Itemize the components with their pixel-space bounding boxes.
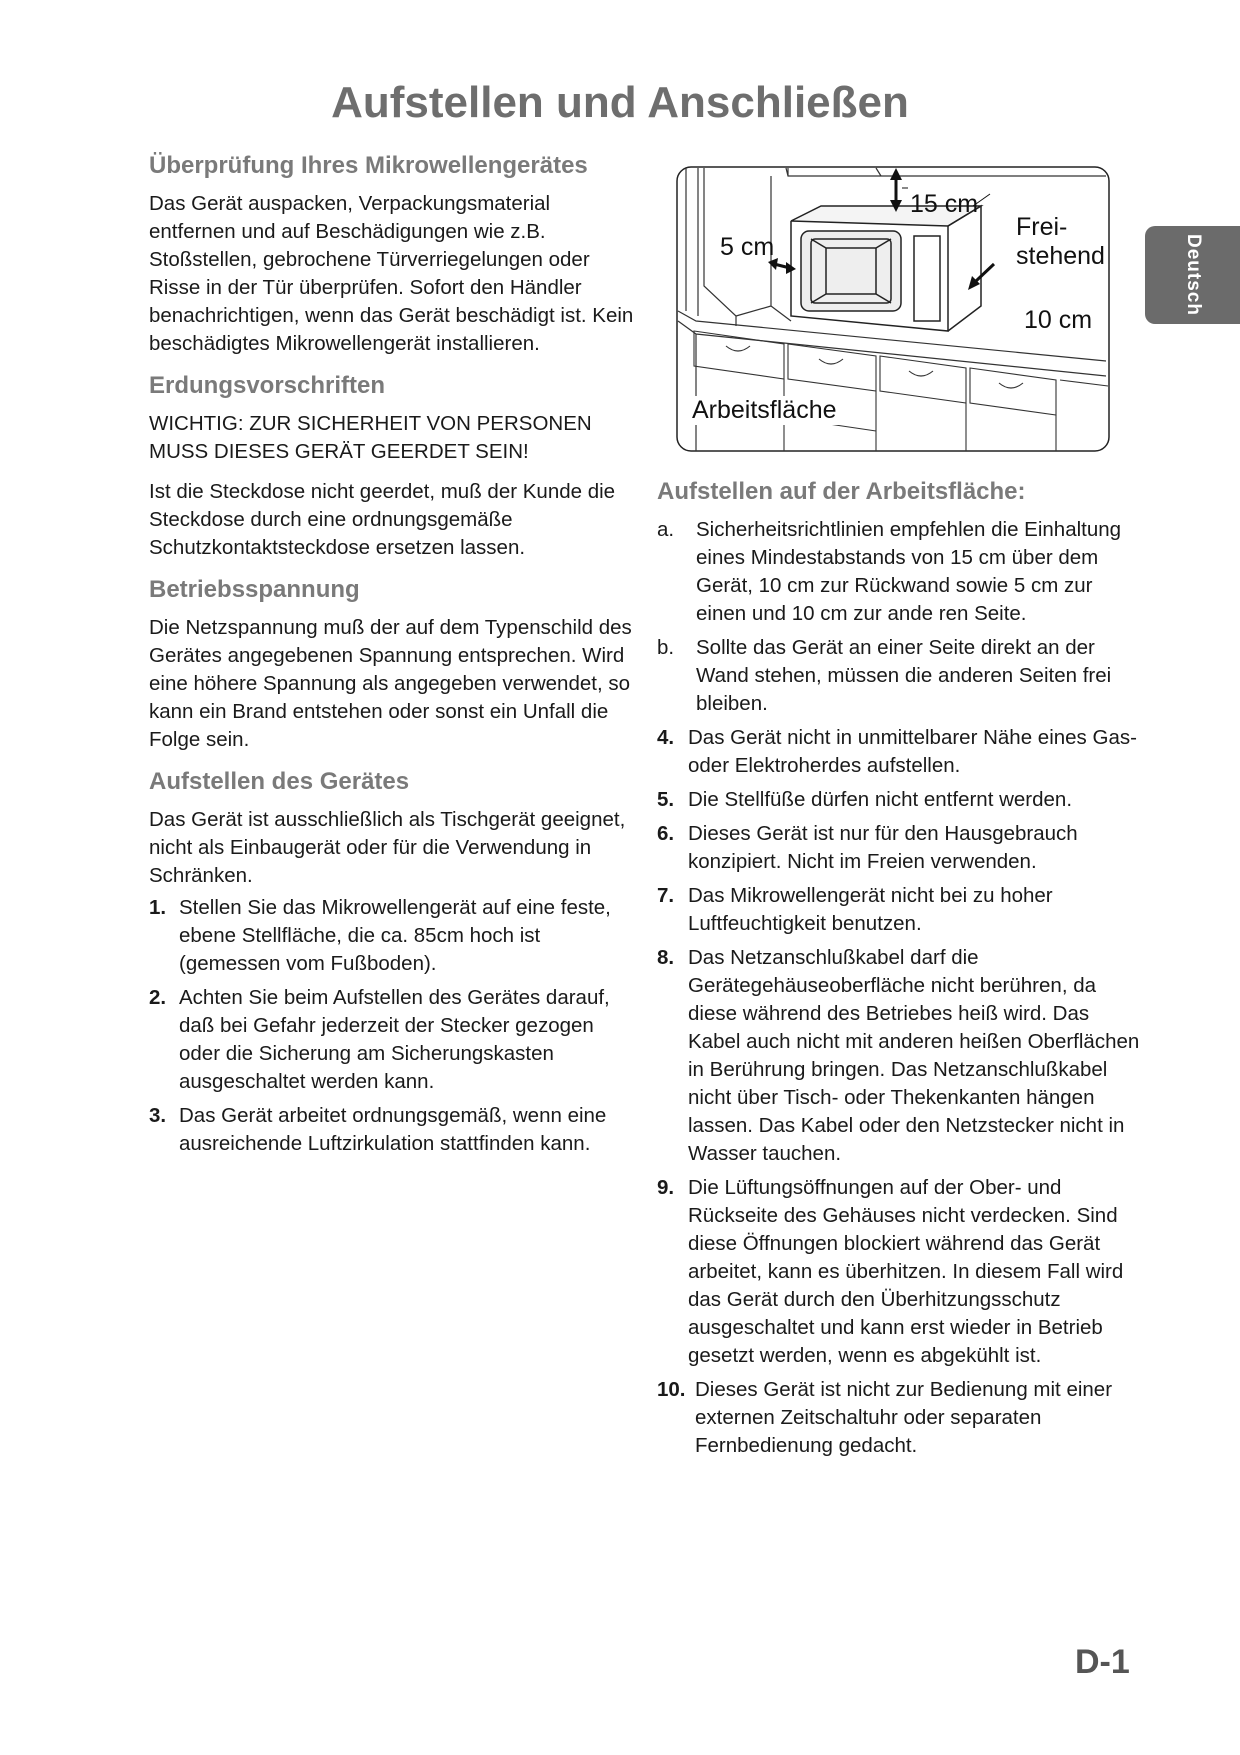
list-item-number: 8.: [657, 946, 675, 969]
list-item: [149, 984, 635, 1096]
list-item-text: Die Lüftungsöffnungen auf der Ober- und Rückseite des Gehäuses nicht verdecken. Sind diese Öffnungen blockiert während das Gerät arbeitet, kann es überhitzen. In diesem Fall wird das Gerät durch den Überhitzungsschutz ausgeschaltet und kann erst wieder in Betrieb gesetzt werden, wenn es abgekühlt ist.: [688, 1176, 1124, 1367]
grounding-text: Ist die Steckdose nicht geerdet, muß der Kunde die Steckdose durch eine ordnungsgemäße Schutzkontaktsteckdose ersetzen lassen.: [149, 480, 616, 559]
list-item-text: Das Gerät arbeitet ordnungsgemäß, wenn eine ausreichende Luftzirkulation stattfinden kann.: [179, 1104, 607, 1155]
voltage-text: Die Netzspannung muß der auf dem Typenschild des Gerätes angegebenen Spannung entsprechen. Wird eine höhere Spannung als angegeben verwendet, so kann ein Brand entstehen oder sonst ein Unfall die Folge sein.: [149, 616, 632, 751]
label-back-clearance: 10 cm: [1024, 306, 1093, 334]
list-item: [149, 894, 635, 978]
list-item: [657, 820, 1147, 876]
page-title: Aufstellen und Anschließen: [331, 78, 909, 127]
section-check-device: [149, 152, 635, 358]
list-item-number: 2.: [149, 986, 167, 1009]
list-item-text: Das Mikrowellengerät nicht bei zu hoher Luftfeuchtigkeit benutzen.: [688, 884, 1053, 935]
list-item-text: Dieses Gerät ist nicht zur Bedienung mit einer externen Zeitschaltuhr oder separaten Fernbedienung gedacht.: [695, 1378, 1113, 1457]
list-item: [657, 634, 1147, 718]
countertop-list: [657, 516, 1147, 1460]
section-heading-countertop: Aufstellen auf der Arbeitsfläche:: [657, 478, 1026, 505]
list-item-text: Sollte das Gerät an einer Seite direkt an der Wand stehen, müssen die anderen Seiten frei bleiben.: [696, 636, 1112, 715]
section-setup-device: [149, 768, 635, 1158]
label-countertop: Arbeitsfläche: [692, 396, 837, 424]
list-item: [657, 786, 1147, 814]
list-item: [657, 724, 1147, 780]
section-heading-grounding: Erdungsvorschriften: [149, 372, 386, 399]
list-item-text: Stellen Sie das Mikrowellengerät auf eine feste, ebene Stellfläche, die ca. 85cm hoch ist (gemessen vom Fußboden).: [179, 896, 611, 975]
list-item-number: 1.: [149, 896, 167, 919]
section-voltage: [149, 576, 635, 754]
clearance-illustration: [676, 166, 1110, 452]
section-heading-setup: Aufstellen des Gerätes: [149, 768, 410, 795]
page-number: D-1: [1075, 1643, 1130, 1681]
list-item-number: a.: [657, 518, 675, 541]
list-item-number: 7.: [657, 884, 675, 907]
list-item-number: 4.: [657, 726, 675, 749]
list-item-text: Die Stellfüße dürfen nicht entfernt werden.: [688, 788, 1073, 811]
label-side-clearance: 5 cm: [720, 233, 775, 261]
list-item-text: Achten Sie beim Aufstellen des Gerätes darauf, daß bei Gefahr jederzeit der Stecker gezogen oder die Sicherung am Sicherungskasten ausgeschaltet werden kann.: [179, 986, 610, 1093]
left-column: [149, 152, 635, 1172]
setup-list: [149, 894, 635, 1158]
list-item-number: 9.: [657, 1176, 675, 1199]
list-item: [657, 944, 1147, 1168]
grounding-warning: WICHTIG: ZUR SICHERHEIT VON PERSONEN MUSS DIESES GERÄT GEERDET SEIN!: [149, 412, 592, 463]
label-top-clearance: 15 cm: [910, 190, 979, 218]
language-tab-label: Deutsch: [1183, 234, 1204, 316]
setup-intro-text: Das Gerät ist ausschließlich als Tischgerät geeignet, nicht als Einbaugerät oder für die Verwendung in Schränken.: [149, 808, 626, 887]
section-grounding: [149, 372, 635, 562]
list-item: [149, 1102, 635, 1158]
label-freestanding-2: stehend: [1016, 242, 1105, 270]
list-item-text: Dieses Gerät ist nur für den Hausgebrauch konzipiert. Nicht im Freien verwenden.: [688, 822, 1078, 873]
list-item-number: 6.: [657, 822, 675, 845]
list-item: [657, 516, 1147, 628]
list-item-text: Das Netzanschlußkabel darf die Gerätegehäuseoberfläche nicht berühren, da diese während des Betriebes heiß wird. Das Kabel auch nicht mit anderen heißen Oberflächen in Berührung bringen. Das Netzanschlußkabel nicht über Tisch- oder Thekenkanten hängen lassen. Das Kabel oder den Netzstecker nicht in Wasser tauchen.: [688, 946, 1140, 1165]
section-heading-check: Überprüfung Ihres Mikrowellengerätes: [149, 152, 588, 179]
list-item-number: b.: [657, 636, 675, 659]
list-item-number: 5.: [657, 788, 675, 811]
language-tab: [1145, 226, 1240, 324]
list-item-number: 3.: [149, 1104, 167, 1127]
right-column: [657, 478, 1147, 1466]
list-item-text: Sicherheitsrichtlinien empfehlen die Einhaltung eines Mindestabstands von 15 cm über dem Gerät, 10 cm zur Rückwand sowie 5 cm zur einen und 10 cm zur ande ren Seite.: [696, 518, 1122, 625]
label-freestanding-1: Frei-: [1016, 213, 1068, 241]
list-item: [657, 1376, 1147, 1460]
list-item-number: 10.: [657, 1378, 686, 1401]
list-item: [657, 882, 1147, 938]
list-item-text: Das Gerät nicht in unmittelbarer Nähe eines Gas- oder Elektroherdes aufstellen.: [688, 726, 1137, 777]
list-item: [657, 1174, 1147, 1370]
section-heading-voltage: Betriebsspannung: [149, 576, 360, 603]
section-text-check: Das Gerät auspacken, Verpackungsmaterial entfernen und auf Beschädigungen wie z.B. Stoßstellen, gebrochene Türverriegelungen oder Risse in der Tür überprüfen. Sofort den Händler benachrichtigen, wenn das Gerät beschädigt ist. Kein beschädigtes Mikrowellengerät installieren.: [149, 192, 634, 355]
